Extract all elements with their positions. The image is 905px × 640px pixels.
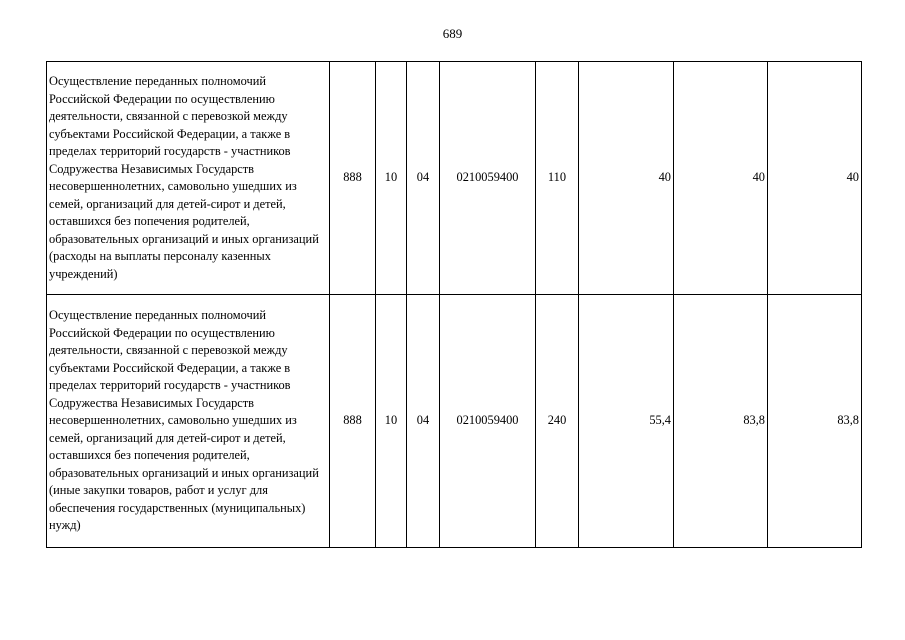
row-amount-2: 83,8 [674, 295, 768, 548]
row-expense-type: 110 [536, 62, 579, 295]
row-subsection-code: 04 [407, 295, 440, 548]
row-grbs-code: 888 [330, 295, 376, 548]
row-amount-1: 40 [579, 62, 674, 295]
row-grbs-code: 888 [330, 62, 376, 295]
row-description: Осуществление переданных полномочий Российской Федерации по осуществлению деятельности, связанной с перевозкой между субъектами Российской Федерации, а также в пределах территорий государств - участников Содружества Независимых Государств несовершеннолетних, самовольно ушедших из семей, организаций для детей-сирот и детей, оставшихся без попечения родителей, образовательных организаций и иных организаций (расходы на выплаты персоналу казенных учреждений) [47, 62, 330, 295]
row-description: Осуществление переданных полномочий Российской Федерации по осуществлению деятельности, связанной с перевозкой между субъектами Российской Федерации, а также в пределах территорий государств - участников Содружества Независимых Государств несовершеннолетних, самовольно ушедших из семей, организаций для детей-сирот и детей, оставшихся без попечения родителей, образовательных организаций и иных организаций (иные закупки товаров, работ и услуг для обеспечения государственных (муниципальных) нужд) [47, 295, 330, 548]
row-target-article: 0210059400 [440, 62, 536, 295]
row-amount-3: 83,8 [768, 295, 862, 548]
row-section-code: 10 [376, 295, 407, 548]
table-row [47, 295, 862, 548]
row-amount-1: 55,4 [579, 295, 674, 548]
budget-table [46, 61, 862, 548]
row-target-article: 0210059400 [440, 295, 536, 548]
row-section-code: 10 [376, 62, 407, 295]
row-expense-type: 240 [536, 295, 579, 548]
row-amount-2: 40 [674, 62, 768, 295]
page-number: 689 [442, 26, 463, 41]
row-subsection-code: 04 [407, 62, 440, 295]
table-row [47, 62, 862, 295]
row-amount-3: 40 [768, 62, 862, 295]
